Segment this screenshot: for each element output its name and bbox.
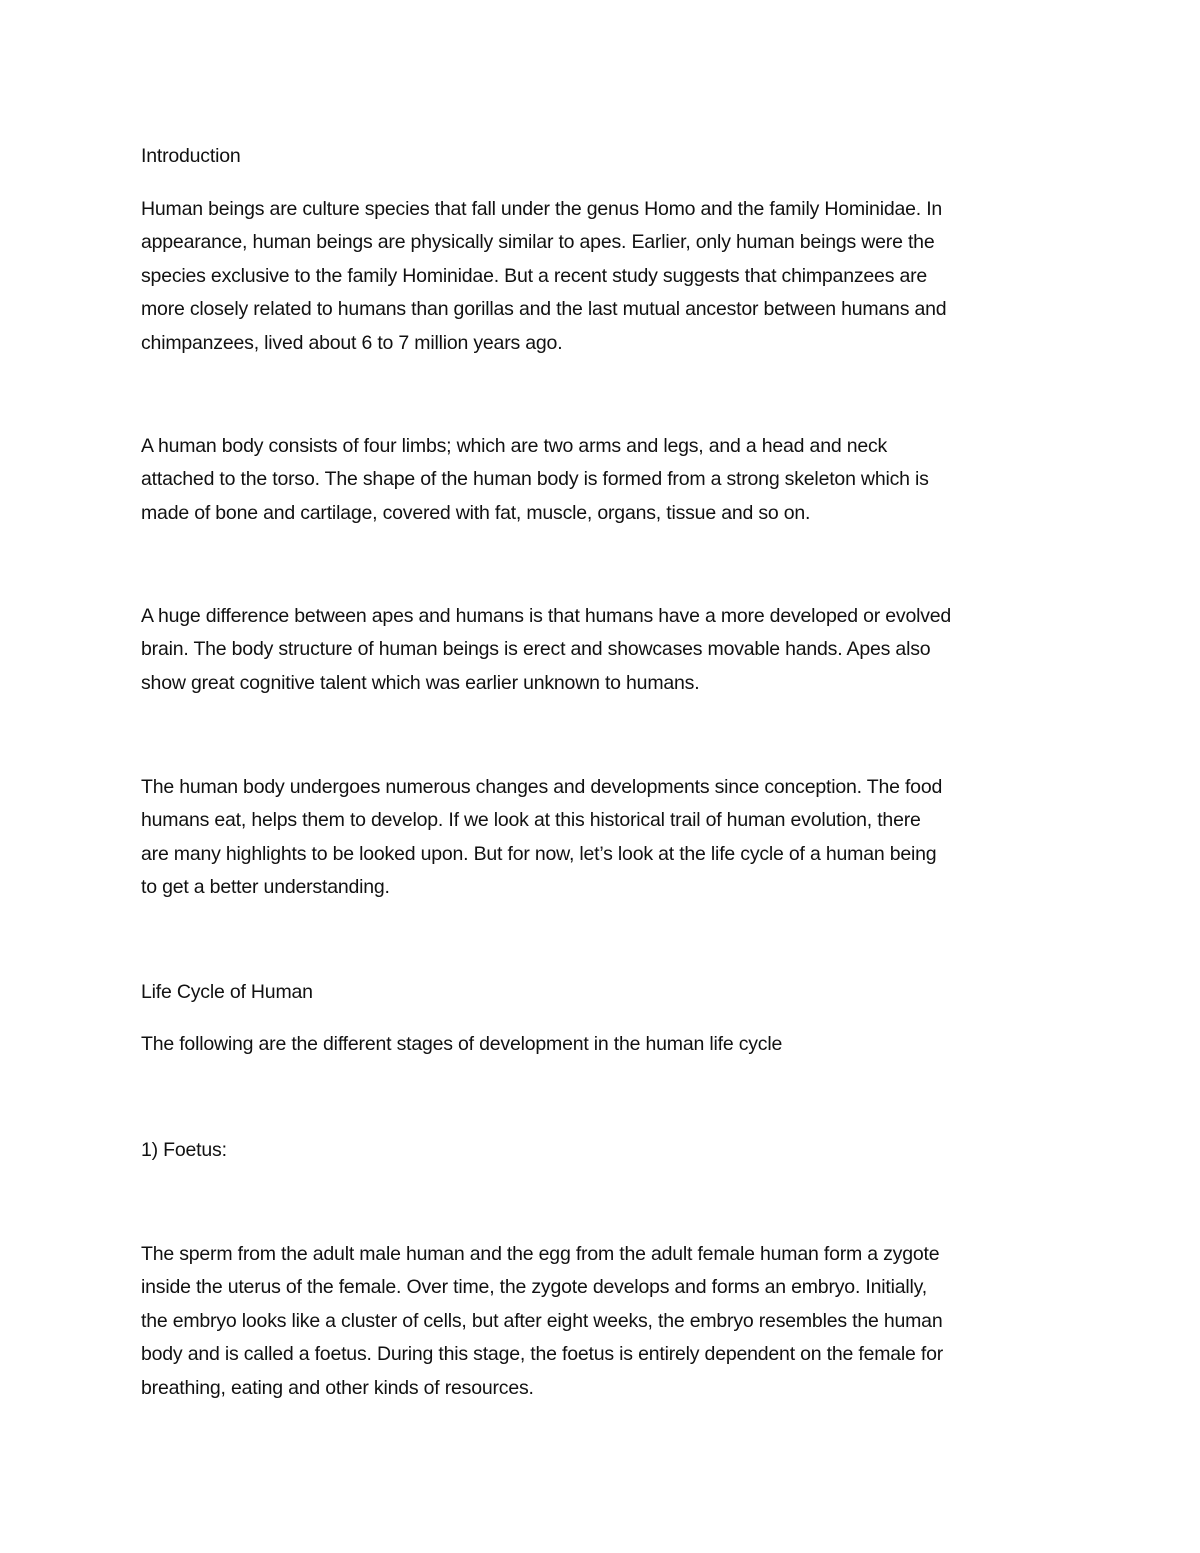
paragraph-line: The sperm from the adult male human and the egg from the adult female human form a zygote — [141, 1243, 940, 1265]
paragraph-line: show great cognitive talent which was earlier unknown to humans. — [141, 671, 700, 694]
paragraph-line: made of bone and cartilage, covered with fat, muscle, organs, tissue and so on. — [141, 501, 811, 524]
paragraph-line: humans eat, helps them to develop. If we look at this historical trail of human evolution, there — [141, 809, 921, 832]
paragraph-apes-difference — [141, 600, 1066, 700]
paragraph-line: appearance, human beings are physically similar to apes. Earlier, only human beings were the — [141, 231, 935, 254]
paragraph-line: A human body consists of four limbs; which are two arms and legs, and a head and neck — [141, 435, 888, 457]
paragraph-line: A huge difference between apes and humans is that humans have a more developed or evolved — [141, 605, 952, 627]
paragraph-line: breathing, eating and other kinds of resources. — [141, 1376, 534, 1399]
paragraph-body — [141, 430, 1066, 530]
paragraph-line: more closely related to humans than gorillas and the last mutual ancestor between humans and — [141, 298, 947, 321]
paragraph-development — [141, 771, 1066, 905]
lifecycle-intro — [141, 1028, 1066, 1061]
paragraph-line: chimpanzees, lived about 6 to 7 million years ago. — [141, 331, 563, 354]
paragraph-line: The human body undergoes numerous changes and developments since conception. The food — [141, 776, 943, 798]
paragraph-line: the embryo looks like a cluster of cells, but after eight weeks, the embryo resembles the human — [141, 1309, 943, 1332]
paragraph-line: attached to the torso. The shape of the human body is formed from a strong skeleton which is — [141, 468, 929, 491]
intro-heading — [141, 140, 1066, 173]
paragraph-intro — [141, 193, 1066, 360]
intro-heading-text: Introduction — [141, 145, 241, 167]
foetus-heading-text: 1) Foetus: — [141, 1139, 227, 1161]
paragraph-line: body and is called a foetus. During this stage, the foetus is entirely dependent on the female for — [141, 1343, 944, 1366]
lifecycle-heading — [141, 976, 1066, 1009]
paragraph-foetus — [141, 1238, 1066, 1405]
paragraph-line: to get a better understanding. — [141, 876, 390, 899]
paragraph-line: are many highlights to be looked upon. But for now, let’s look at the life cycle of a human being — [141, 842, 937, 865]
lifecycle-intro-text: The following are the different stages of development in the human life cycle — [141, 1033, 783, 1055]
paragraph-line: inside the uterus of the female. Over time, the zygote develops and forms an embryo. Initially, — [141, 1276, 927, 1299]
foetus-heading — [141, 1134, 1066, 1167]
paragraph-line: species exclusive to the family Hominidae. But a recent study suggests that chimpanzees are — [141, 264, 928, 287]
paragraph-line: brain. The body structure of human beings is erect and showcases movable hands. Apes also — [141, 638, 931, 661]
paragraph-line: Human beings are culture species that fall under the genus Homo and the family Hominidae. In — [141, 198, 943, 220]
lifecycle-heading-text: Life Cycle of Human — [141, 981, 313, 1003]
